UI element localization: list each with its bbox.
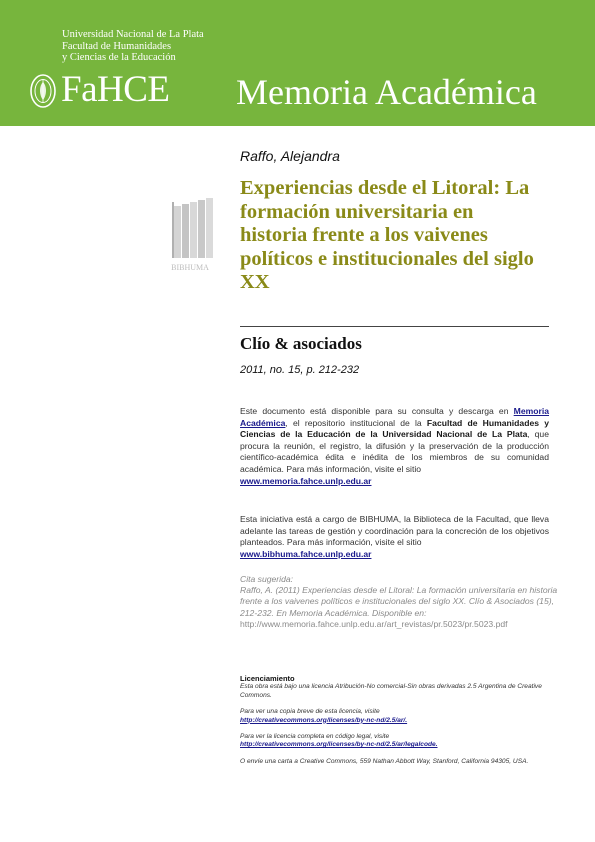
suggested-citation <box>240 574 560 630</box>
license-full-link[interactable]: http://creativecommons.org/licenses/by-nc-nd/2.5/ar/legalcode. <box>240 741 438 749</box>
issue-citation: 2011, no. 15, p. 212-232 <box>240 364 360 376</box>
license-section <box>240 675 552 766</box>
license-heading: Licenciamiento <box>240 674 295 683</box>
repository-name: Memoria Académica <box>236 72 537 112</box>
bibhuma-site-link[interactable]: www.bibhuma.fahce.unlp.edu.ar <box>240 548 372 559</box>
availability-paragraph <box>240 406 549 487</box>
license-mail-address: O envíe una carta a Creative Commons, 559 Nathan Abbott Way, Stanford, California 94305, USA. <box>240 757 529 765</box>
availability-tail: , que procura la reunión, el registro, la difusión y la preservación de la producción científico-académica édita e inédita de los miembros de su comunidad académica. Para más información, visite el sitio <box>240 429 549 474</box>
document-title: Experiencias desde el Litoral: La formación universitaria en historia frente a los vaivenes políticos e institucionales del siglo XX <box>240 177 534 293</box>
institution-line: Facultad de Humanidades <box>62 40 172 52</box>
citation-label: Cita sugerida: <box>240 574 294 584</box>
license-statement: Esta obra está bajo una licencia Atribución-No comercial-Sin obras derivadas 2.5 Argentina de Creative Commons. <box>240 683 542 699</box>
memoria-academica-link[interactable]: Memoria Académica <box>240 406 549 428</box>
memoria-site-link[interactable]: www.memoria.fahce.unlp.edu.ar <box>240 475 372 486</box>
bibhuma-text: Esta iniciativa está a cargo de BIBHUMA, la Biblioteca de la Facultad, que lleva adelante las tareas de gestión y coordinación para la concreción de los objetivos planteados. Para más información, visite el sitio <box>240 514 549 548</box>
header-banner <box>0 0 595 126</box>
institution-line: Universidad Nacional de La Plata <box>62 29 204 40</box>
bibhuma-paragraph <box>240 514 549 560</box>
institution-line: y Ciencias de la Educación <box>62 52 176 63</box>
document-author: Raffo, Alejandra <box>240 148 340 164</box>
journal-name: Clío & asociados <box>240 334 362 353</box>
institution-name <box>62 29 204 64</box>
citation-text: Raffo, A. (2011) Experiencias desde el Litoral: La formación universitaria en historia frente a los vaivenes políticos e institucionales del siglo XX. Clío & Asociados (15), 212-232. En Memoria Académica. Disponible en: <box>240 585 558 618</box>
bibhuma-logo <box>162 198 218 276</box>
university-seal-icon <box>29 73 57 109</box>
citation-url[interactable]: http://www.memoria.fahce.unlp.edu.ar/art_revistas/pr.5023/pr.5023.pdf <box>240 618 508 629</box>
availability-lead: Este documento está disponible para su consulta y descarga en <box>240 406 509 416</box>
availability-mid: , el repositorio institucional de la <box>285 417 422 428</box>
license-short-note: Para ver una copia breve de esta licencia, visite <box>240 708 380 716</box>
license-full-note: Para ver la licencia completa en código legal, visite <box>240 733 390 741</box>
fahce-logo: FaHCE <box>61 69 170 110</box>
title-divider <box>240 326 549 327</box>
license-short-link[interactable]: http://creativecommons.org/licenses/by-nc-nd/2.5/ar/. <box>240 716 408 724</box>
bibhuma-label: BIBHUMA <box>171 263 209 272</box>
faculty-name: Facultad de Humanidades y Ciencias de la Educación de la Universidad Nacional de La Plata <box>240 417 549 440</box>
books-icon <box>172 198 213 258</box>
